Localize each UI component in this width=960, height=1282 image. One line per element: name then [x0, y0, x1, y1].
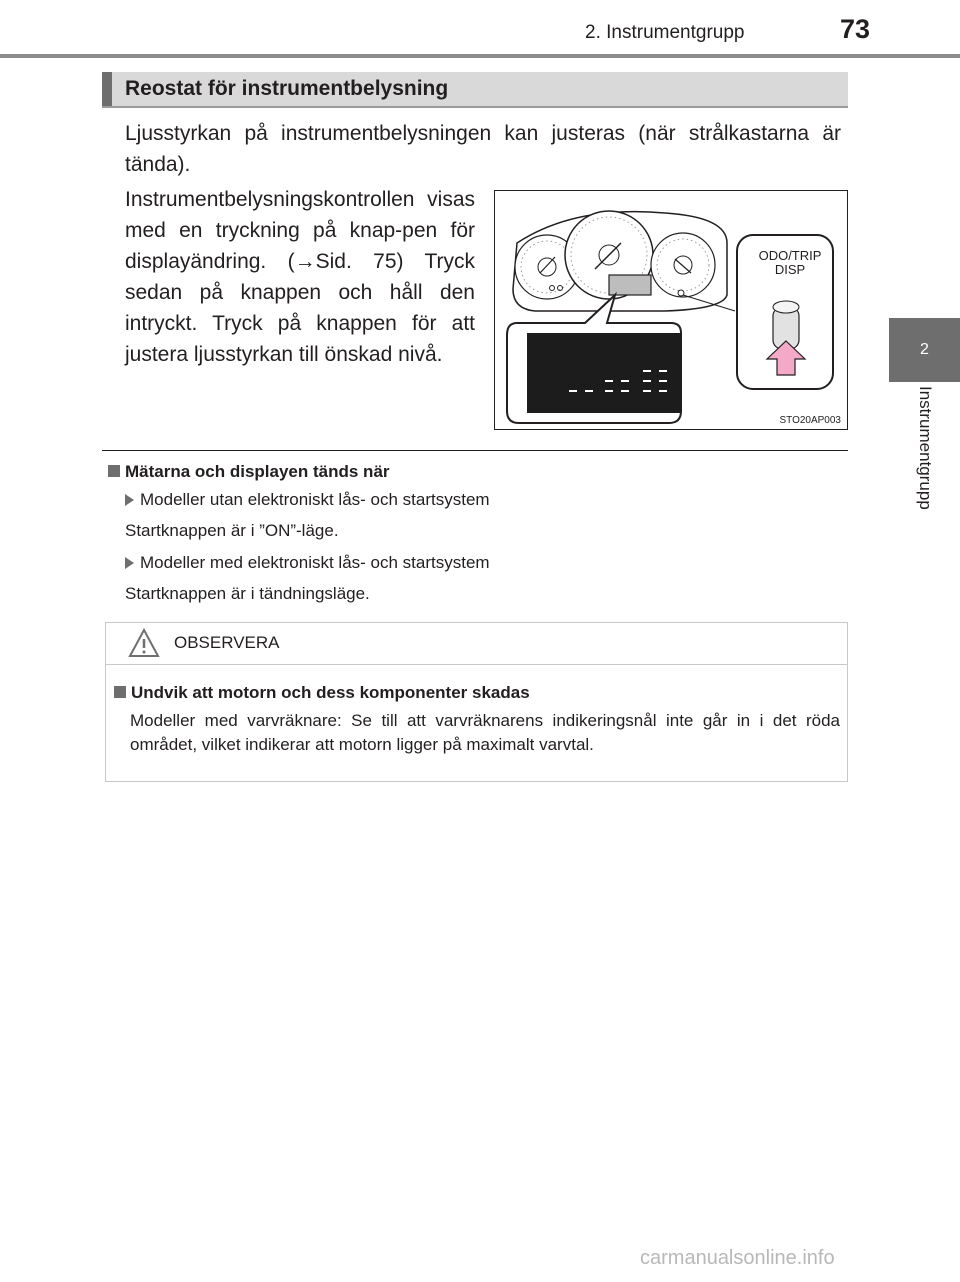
instrument-cluster-figure — [494, 190, 848, 430]
triangle-bullet-icon — [125, 557, 134, 569]
section-bar-accent — [102, 72, 112, 106]
multi-info-display — [609, 275, 651, 295]
info-heading-text: Mätarna och displayen tänds när — [125, 462, 390, 481]
chapter-side-label-area — [889, 386, 960, 576]
watermark: carmanualsonline.info — [640, 1247, 835, 1269]
model-line-2 — [125, 553, 490, 573]
model-text-1: Modeller utan elektroniskt lås- och startsystem — [140, 490, 490, 509]
button-top — [773, 301, 799, 313]
condition-line-2: Startknappen är i tändningsläge. — [125, 584, 370, 603]
caution-header — [106, 623, 847, 665]
button-label — [741, 249, 839, 277]
square-bullet-icon — [108, 465, 120, 477]
chapter-tab: 2 — [889, 318, 960, 382]
model-line-1 — [125, 490, 490, 510]
chapter-title: 2. Instrumentgrupp — [585, 22, 745, 43]
condition-line-1: Startknappen är i ”ON”-läge. — [125, 521, 339, 540]
info-heading — [108, 462, 390, 482]
chapter-side-label: Instrumentgrupp — [916, 386, 935, 510]
instrument-cluster-illustration — [495, 191, 847, 429]
page-reference: Sid. 75) — [315, 250, 404, 273]
caution-label: OBSERVERA — [174, 633, 280, 652]
model-text-2: Modeller med elektroniskt lås- och startsystem — [140, 553, 490, 572]
section-title-bar — [102, 72, 848, 108]
button-label-line1: ODO/TRIP — [758, 248, 822, 263]
section-divider — [102, 450, 848, 451]
square-bullet-icon — [114, 686, 126, 698]
page-number: 73 — [840, 14, 871, 44]
right-gauge — [651, 233, 715, 297]
section-title: Reostat för instrumentbelysning — [125, 77, 449, 100]
header-divider — [0, 54, 960, 58]
triangle-bullet-icon — [125, 494, 134, 506]
intro-paragraph: Ljusstyrkan på instrumentbelysningen kan justeras (när strålkastarna är tända). — [125, 122, 841, 176]
body-text-end: Tryck sedan på knappen och håll den intryckt. Tryck på knappen för att justera ljusstyrkan till önskad nivå. — [125, 250, 476, 366]
caution-box — [105, 622, 848, 782]
body-paragraph — [125, 184, 475, 370]
button-label-line2: DISP — [774, 262, 806, 277]
reference-arrow-icon: → — [294, 250, 316, 273]
body-text-start: Instrumentbelysningskontrollen visas med en tryckning på knap-pen för displayändring. ( — [125, 188, 475, 273]
warning-icon — [128, 628, 160, 658]
display-screen — [527, 333, 681, 413]
figure-code: STO20AP003 — [779, 415, 841, 426]
caution-body: Modeller med varvräknare: Se till att varvräknarens indikeringsnål inte går in i det röda området, vilket indikerar att motorn ligger på maximalt varvtal. — [130, 711, 840, 754]
caution-title-text: Undvik att motorn och dess komponenter skadas — [131, 683, 530, 702]
caution-title — [114, 683, 530, 703]
